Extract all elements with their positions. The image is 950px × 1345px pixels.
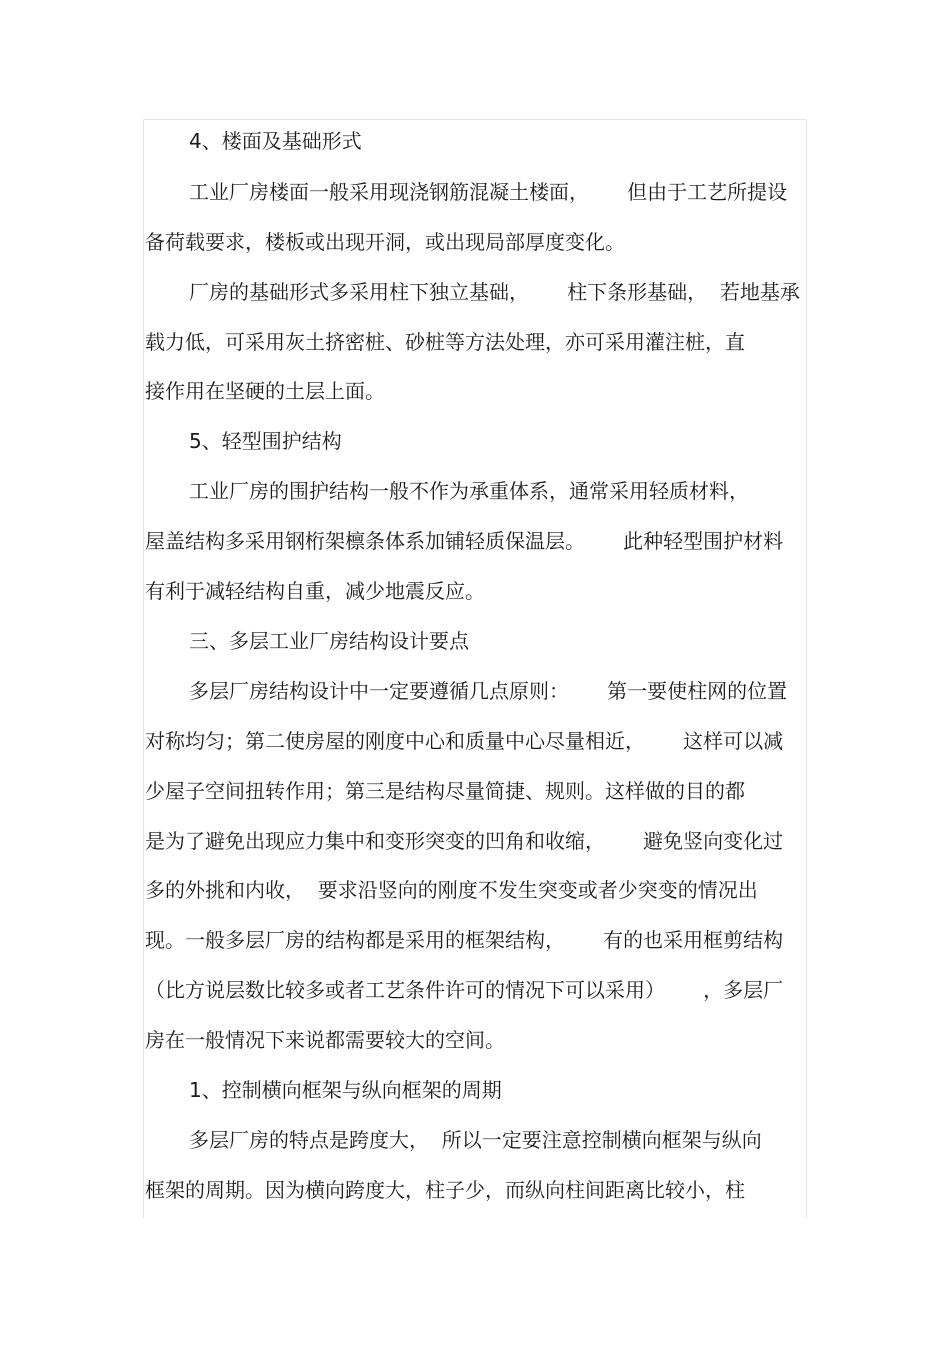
paragraph-line: 备荷载要求，楼板或出现开洞，或出现局部厚度变化。 bbox=[145, 230, 625, 254]
heading-section-3: 三、多层工业厂房结构设计要点 bbox=[189, 629, 469, 653]
paragraph-line: 载力低，可采用灰土挤密桩、砂桩等方法处理，亦可采用灌注桩，直 bbox=[145, 330, 745, 354]
heading-4-floor-foundation: 4、楼面及基础形式 bbox=[189, 129, 362, 153]
paragraph-line: 工业厂房的围护结构一般不作为承重体系，通常采用轻质材料， bbox=[189, 479, 749, 503]
paragraph-line: 房在一般情况下来说都需要较大的空间。 bbox=[145, 1028, 505, 1052]
paragraph-line: 多层厂房结构设计中一定要遵循几点原则： 第一要使柱网的位置 bbox=[189, 679, 788, 703]
paragraph-line: （比方说层数比较多或者工艺条件许可的情况下可以采用） ，多层厂 bbox=[145, 978, 784, 1002]
paragraph-line: 是为了避免出现应力集中和变形突变的凹角和收缩， 避免竖向变化过 bbox=[145, 829, 784, 853]
paragraph-line: 屋盖结构多采用钢桁架檩条体系加铺轻质保温层。 此种轻型围护材料 bbox=[145, 529, 784, 553]
paragraph-line: 少屋子空间扭转作用；第三是结构尽量简捷、规则。这样做的目的都 bbox=[145, 779, 745, 803]
paragraph-line: 工业厂房楼面一般采用现浇钢筋混凝土楼面， 但由于工艺所提设 bbox=[189, 180, 788, 204]
paragraph-line: 有利于减轻结构自重，减少地震反应。 bbox=[145, 579, 485, 603]
paragraph-line: 现。一般多层厂房的结构都是采用的框架结构， 有的也采用框剪结构 bbox=[145, 928, 784, 952]
heading-5-light-enclosure: 5、轻型围护结构 bbox=[189, 429, 342, 453]
paragraph-line: 接作用在坚硬的土层上面。 bbox=[145, 379, 385, 403]
paragraph-line: 对称均匀；第二使房屋的刚度中心和质量中心尽量相近， 这样可以减 bbox=[145, 729, 784, 753]
paragraph-line: 多的外挑和内收， 要求沿竖向的刚度不发生突变或者少突变的情况出 bbox=[145, 878, 758, 902]
heading-1-frame-period: 1、控制横向框架与纵向框架的周期 bbox=[189, 1078, 502, 1102]
paragraph-line: 框架的周期。因为横向跨度大，柱子少，而纵向柱间距离比较小，柱 bbox=[145, 1178, 745, 1202]
paragraph-line: 厂房的基础形式多采用柱下独立基础， 柱下条形基础， 若地基承 bbox=[189, 280, 800, 304]
paragraph-line: 多层厂房的特点是跨度大， 所以一定要注意控制横向框架与纵向 bbox=[189, 1128, 762, 1152]
